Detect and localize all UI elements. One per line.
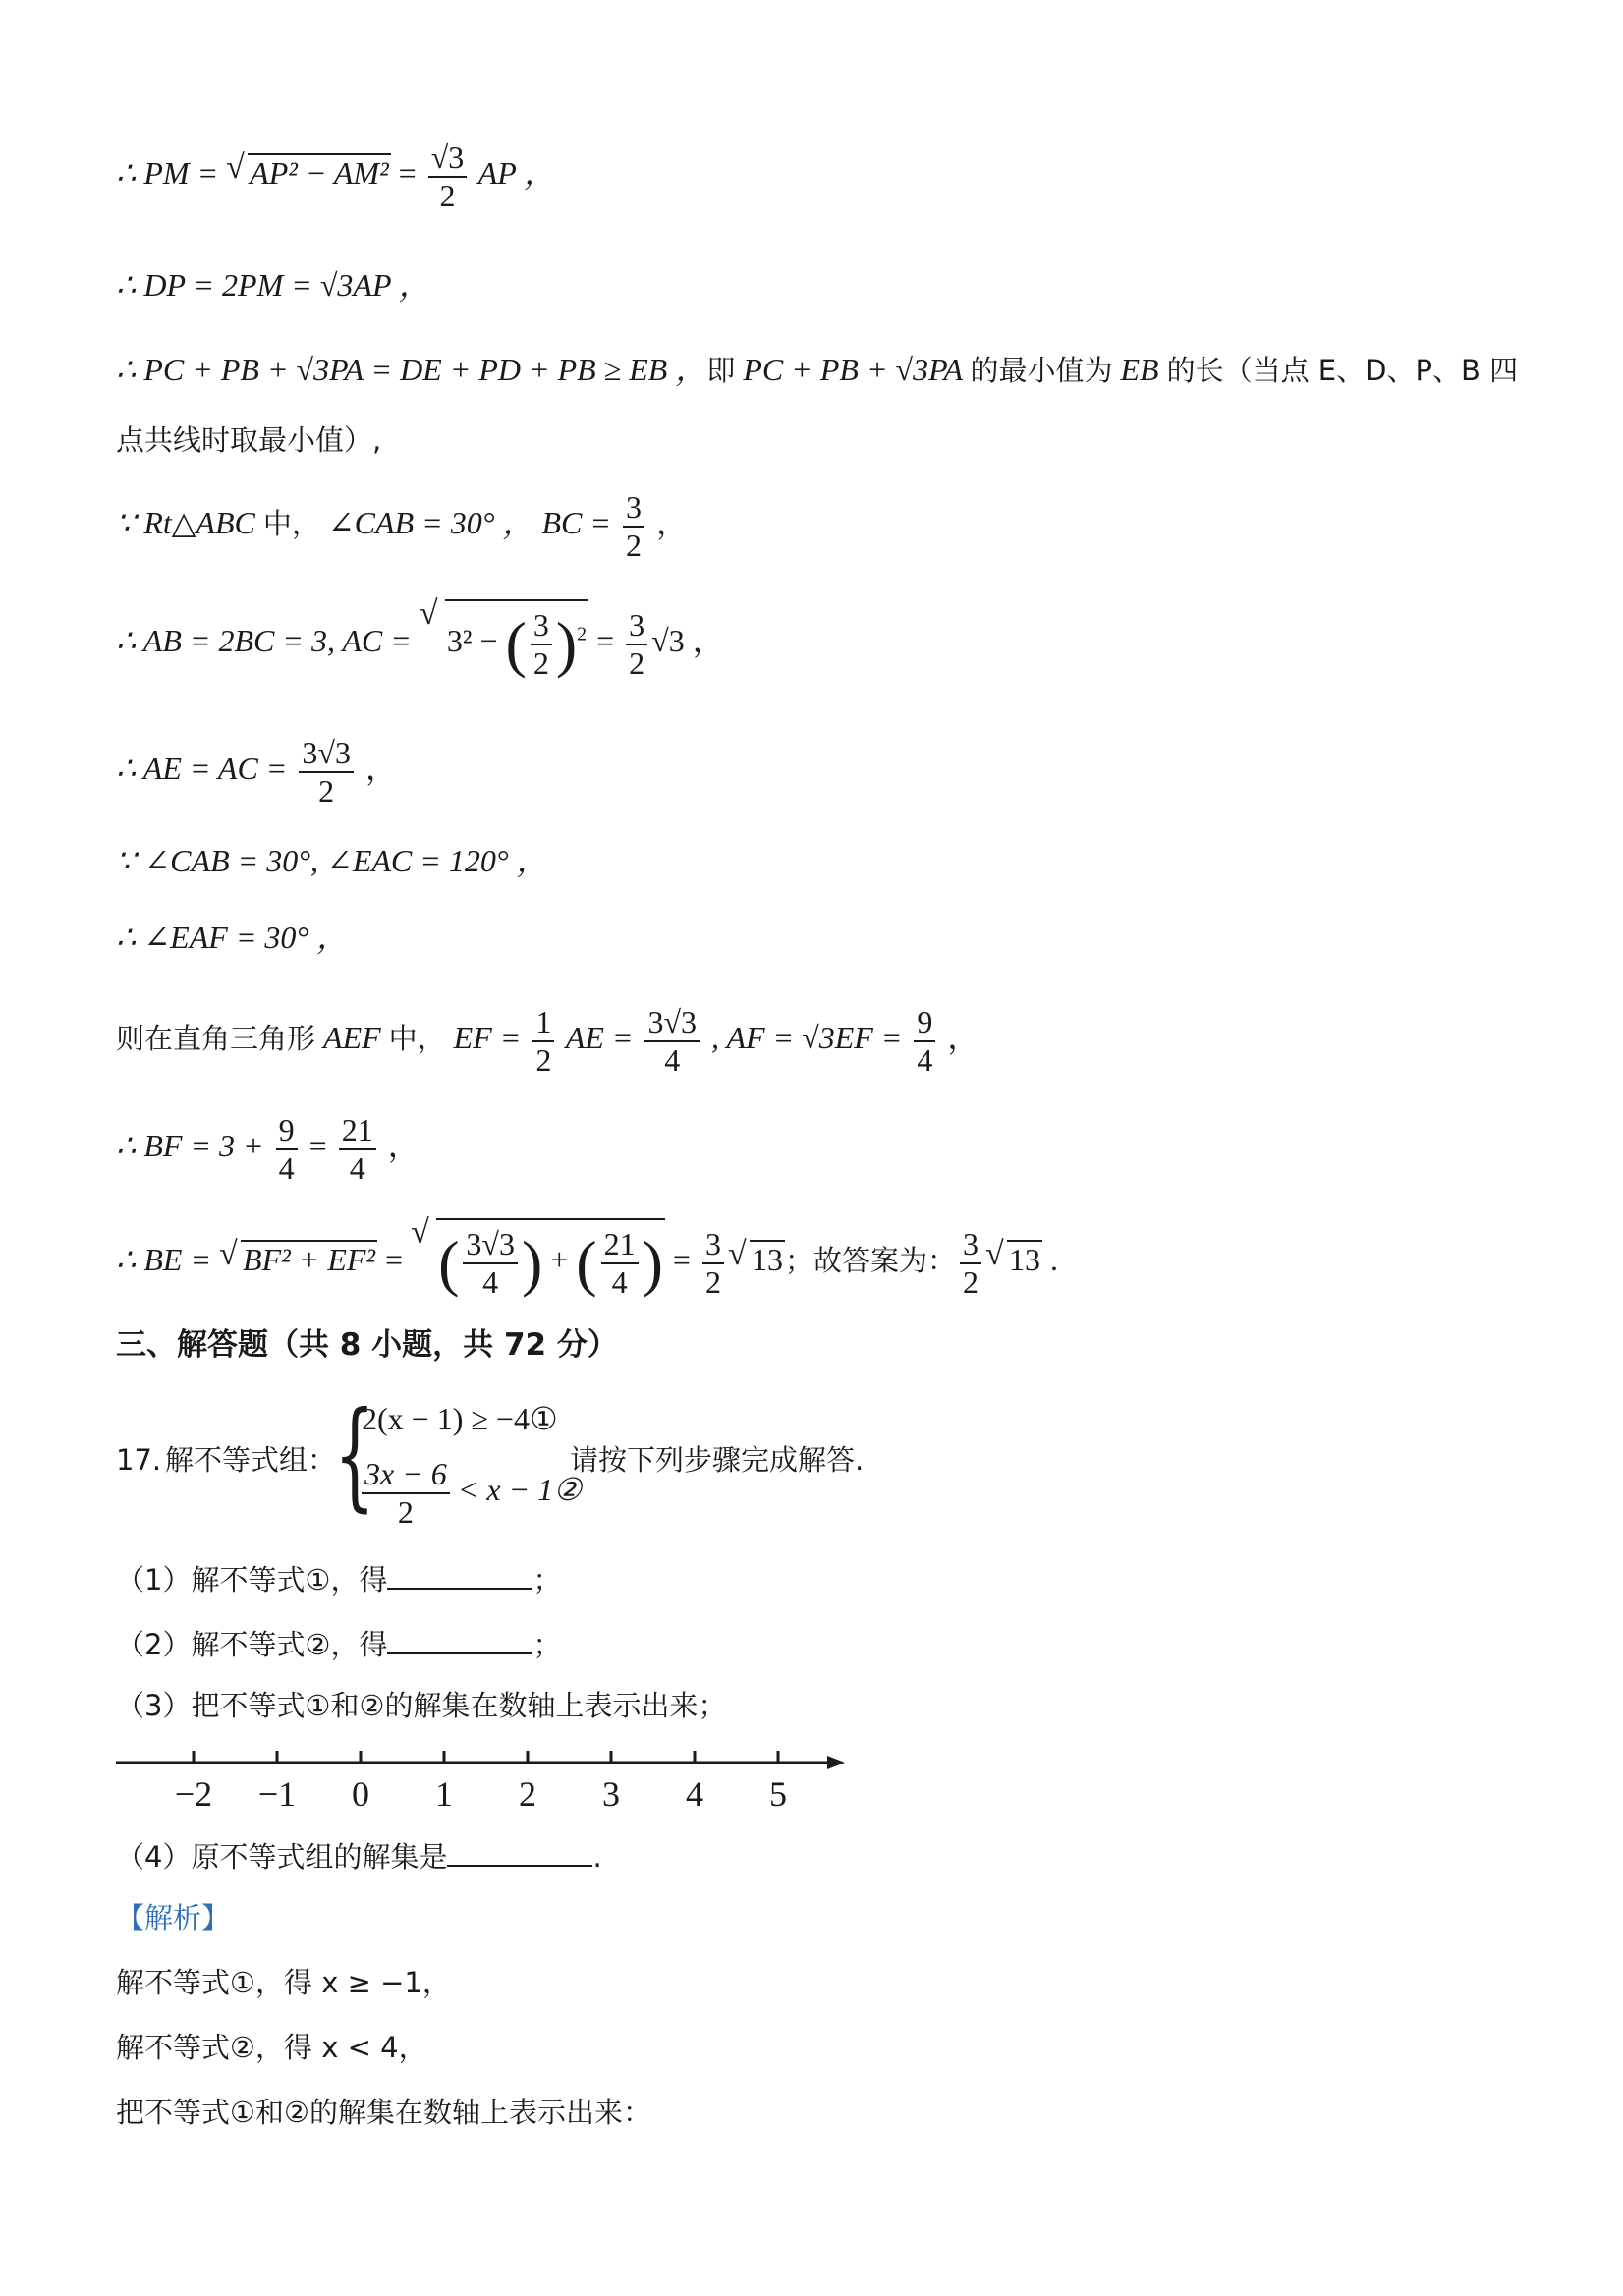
line-rt: ∵ Rt△ABC 中， ∠CAB = 30° ， BC = $\frac{3}{2}$ ， — [116, 489, 689, 563]
answer-blank-4[interactable] — [447, 1839, 592, 1867]
number-line-label: −1 — [257, 1774, 297, 1814]
sqrt-ap-am: √ AP² − AM² — [226, 153, 391, 189]
line-pc-continued: 点共线时取最小值）, — [116, 423, 382, 457]
inequality-1: 2(x − 1) ≥ −4① — [362, 1401, 558, 1436]
analysis-step-3: 把不等式①和②的解集在数轴上表示出来： — [116, 2096, 651, 2129]
line-pc: ∴ PC + PB + √3PA = DE + PD + PB ≥ EB ，即 PC + PB + √3PA 的最小值为 EB 的长（当点 E、D、P、B 四 — [116, 352, 1519, 387]
q17-part1: （1）解不等式①，得 ； — [116, 1563, 562, 1596]
line-be: ∴ BE = √ BF² + EF² = √ ( $\frac{3√3}{4}$ ) + ( $\frac{21}{4}$ ) = $\frac{3}{2}$ √ 13；故答案为： $\frac{3}{2}$ √ 13 . — [116, 1218, 1058, 1301]
q17-part3: （3）把不等式①和②的解集在数轴上表示出来； — [116, 1689, 727, 1722]
number-line-label: −2 — [174, 1774, 213, 1814]
section-title: 三、解答题（共 8 小题，共 72 分） — [116, 1327, 618, 1363]
arrow-icon — [827, 1756, 845, 1769]
number-line-label: 3 — [602, 1774, 620, 1814]
answer-blank-1[interactable] — [387, 1562, 532, 1590]
sqrt-ab: √ 3² − ( $\frac{3}{2}$ )$^2$ — [420, 599, 588, 682]
q17-part4: （4）原不等式组的解集是 . — [116, 1840, 602, 1874]
frac-3-over-2: $\frac{3}{2}$ — [623, 489, 644, 564]
number-line — [110, 1745, 857, 1823]
q17-number: 17. — [116, 1443, 162, 1477]
number-line-label: 4 — [686, 1774, 703, 1814]
answer-blank-2[interactable] — [387, 1627, 532, 1654]
analysis-step-2: 解不等式②，得 x < 4， — [116, 2031, 427, 2064]
line-pm: ∴ PM = √ AP² − AM² = $\frac{√3}{2}$ AP ， — [116, 140, 555, 214]
inequality-2: $\frac{3x - 6}{2}$ < x − 1② — [362, 1456, 582, 1531]
system-brace: { — [334, 1387, 375, 1524]
analysis-step-1: 解不等式①，得 x ≥ −1， — [116, 1966, 451, 1999]
line-ef: 则在直角三角形 AEF 中， EF = $\frac{1}{2}$ AE = $\frac{3√3}{4}$ , AF = √3EF = $\frac{9}{4}$ ， — [116, 1004, 979, 1078]
line-eaf: ∴ ∠EAF = 30° ， — [116, 920, 349, 955]
number-line-label: 2 — [519, 1774, 536, 1814]
line-dp: ∴ DP = 2PM = √3AP ， — [116, 267, 430, 303]
q17-tail: 请按下列步骤完成解答. — [570, 1443, 865, 1477]
number-line-label: 5 — [769, 1774, 787, 1814]
number-line-label: 1 — [435, 1774, 453, 1814]
frac-root3-over-2: $\frac{√3}{2}$ — [428, 140, 468, 214]
line-ae: ∴ AE = AC = $\frac{3√3}{2}$ ， — [116, 735, 397, 809]
line-bf: ∴ BF = 3 + $\frac{9}{4}$ = $\frac{21}{4}$ ， — [116, 1112, 420, 1186]
pm-lead: ∴ PM = — [116, 155, 227, 192]
q17-lead: 解不等式组： — [165, 1443, 337, 1477]
line-ab: ∴ AB = 2BC = 3, AC = √ 3² − ( $\frac{3}{2}$ )$^2$ = $\frac{3}{2}$ √3 ， — [116, 599, 724, 682]
line-cab: ∵ ∠CAB = 30°, ∠EAC = 120° ， — [116, 843, 548, 878]
analysis-tag: 【解析】 — [116, 1901, 231, 1934]
q17-part2: （2）解不等式②，得 ； — [116, 1628, 562, 1661]
number-line-label: 0 — [352, 1774, 369, 1814]
